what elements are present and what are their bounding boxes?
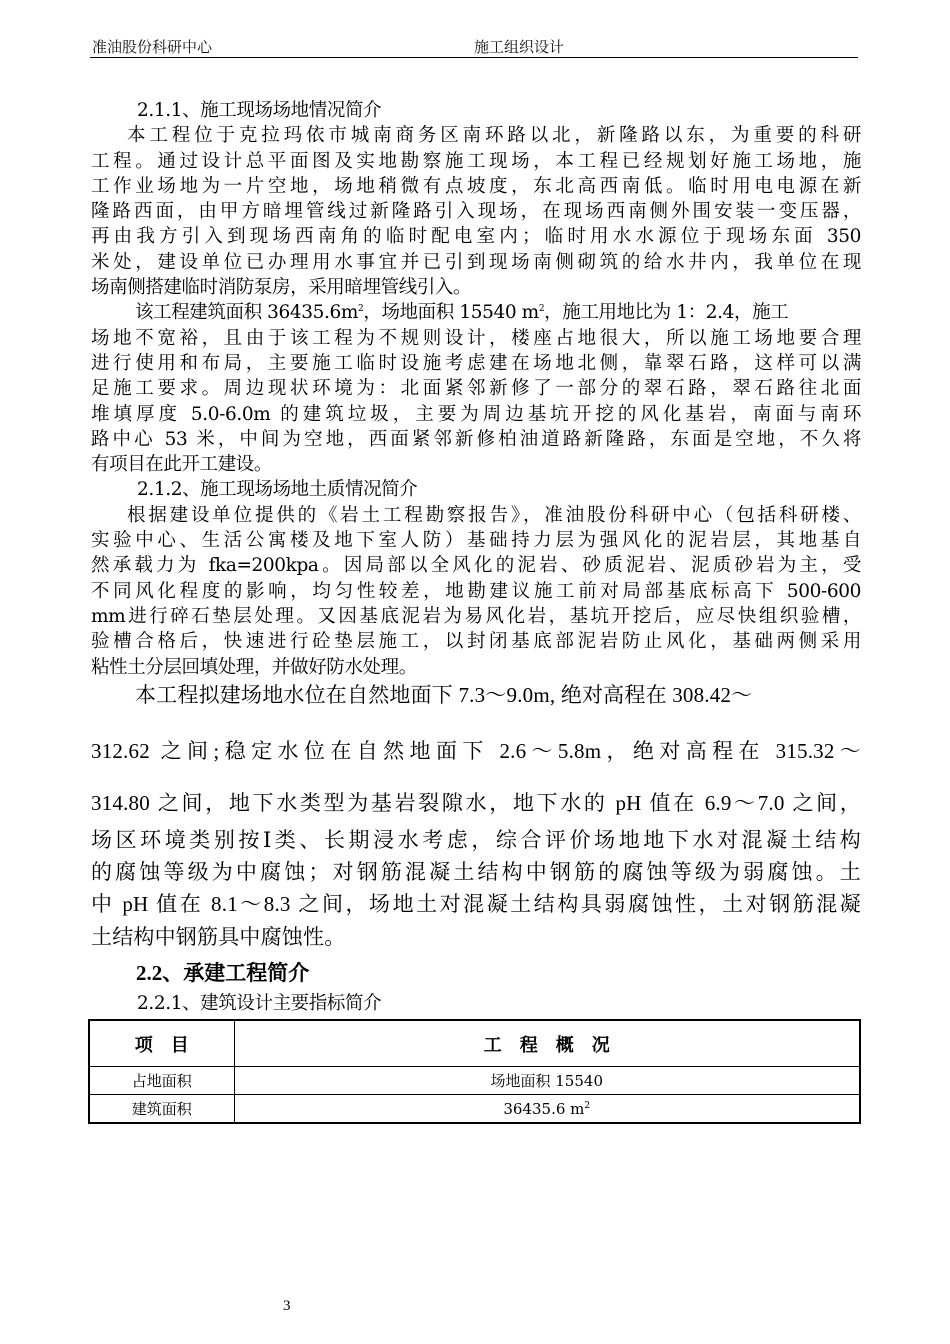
superscript: 2 bbox=[584, 1100, 591, 1111]
table-cell-value: 36435.6 m bbox=[503, 1099, 585, 1118]
paragraph-line: 实验中心、生活公寓楼及地下室人防）基础持力层为强风化的泥岩层，其地基自 bbox=[91, 530, 861, 552]
paragraph-line: 本工程位于克拉玛依市城南商务区南环路以北，新隆路以东，为重要的科研 bbox=[127, 125, 861, 147]
table-header-row bbox=[89, 1020, 860, 1067]
superscript: 2 bbox=[538, 304, 545, 315]
text-segment: ，场地面积 15540 m bbox=[363, 302, 539, 324]
table-cell-item: 建筑面积 bbox=[89, 1095, 234, 1124]
section-22-title: 2.2、承建工程简介 bbox=[136, 960, 310, 985]
paragraph-line bbox=[91, 300, 861, 325]
table-cell-desc: 场地面积 15540 bbox=[234, 1067, 860, 1095]
paragraph-line: 的腐蚀等级为中腐蚀；对钢筋混凝土结构中钢筋的腐蚀等级为弱腐蚀。土 bbox=[91, 859, 861, 884]
document-body bbox=[91, 98, 861, 1016]
paragraph-line: 然承载力为 fka=200kpa。因局部以全风化的泥岩、砂质泥岩、泥质砂岩为主，受 bbox=[91, 555, 861, 577]
paragraph-line: mm进行碎石垫层处理。又因基底泥岩为易风化岩，基坑开挖后，应尽快组织验槽， bbox=[91, 605, 861, 627]
paragraph-line: 粘性土分层回填处理，并做好防水处理。 bbox=[91, 656, 417, 678]
paragraph-line: 场南侧搭建临时消防泵房，采用暗埋管线引入。 bbox=[91, 277, 472, 299]
paragraph-line: 进行使用和布局，主要施工临时设施考虑建在场地北侧，靠翠石路，这样可以满 bbox=[91, 352, 861, 374]
design-indicator-table bbox=[88, 1019, 861, 1124]
header-document-title: 施工组织设计 bbox=[474, 38, 565, 56]
section-211-para2 bbox=[91, 300, 861, 477]
page-number: 3 bbox=[283, 1298, 291, 1314]
paragraph-line: 米处，建设单位已办理用水事宜并已引到现场南侧砌筑的给水井内，我单位在现 bbox=[91, 251, 861, 273]
text-segment: 该工程建筑面积 36435.6m bbox=[135, 302, 359, 324]
section-212-para1 bbox=[91, 503, 861, 680]
table-row bbox=[89, 1067, 860, 1095]
section-212-title: 2.1.2、施工现场场地土质情况简介 bbox=[137, 479, 418, 501]
table-row bbox=[89, 1095, 860, 1124]
header-divider bbox=[90, 57, 858, 58]
paragraph-line: 本工程拟建场地水位在自然地面下 7.3～9.0m, 绝对高程在 308.42～ bbox=[135, 682, 753, 707]
table-header-overview: 工 程 概 况 bbox=[234, 1020, 860, 1067]
text-segment: ，施工用地比为 1：2.4，施工 bbox=[544, 302, 789, 324]
paragraph-line: 土结构中钢筋具中腐蚀性。 bbox=[91, 924, 346, 949]
paragraph-line: 根据建设单位提供的《岩土工程勘察报告》，准油股份科研中心（包括科研楼、 bbox=[127, 504, 861, 526]
paragraph-line: 足施工要求。周边现状环境为：北面紧邻新修了一部分的翠石路，翠石路往北面 bbox=[91, 378, 861, 400]
paragraph-line: 中 pH 值在 8.1～8.3 之间，场地土对混凝土结构具弱腐蚀性，土对钢筋混凝 bbox=[91, 891, 861, 916]
paragraph-line: 隆路西面，由甲方暗埋管线过新隆路引入现场，在现场西南侧外围安装一变压器， bbox=[91, 201, 861, 223]
paragraph-line: 场区环境类别按Ⅰ类、长期浸水考虑，综合评价场地地下水对混凝土结构 bbox=[91, 827, 861, 852]
table-header-item: 项 目 bbox=[89, 1020, 234, 1067]
paragraph-line: 314.80 之间，地下水类型为基岩裂隙水，地下水的 pH 值在 6.9～7.0 之间， bbox=[91, 790, 861, 815]
paragraph-line: 工程。通过设计总平面图及实地勘察施工现场，本工程已经规划好施工场地，施 bbox=[91, 150, 861, 172]
section-211-title: 2.1.1、施工现场场地情况简介 bbox=[137, 100, 382, 121]
section-211-para1 bbox=[91, 123, 861, 300]
paragraph-line: 不同风化程度的影响，均匀性较差，地勘建议施工前对局部基底标高下 500-600 bbox=[91, 580, 861, 602]
paragraph-line: 工作业场地为一片空地，场地稍微有点坡度，东北高西南低。临时用电电源在新 bbox=[91, 175, 861, 197]
header-organization: 准油股份科研中心 bbox=[92, 38, 213, 56]
paragraph-line: 312.62 之间;稳定水位在自然地面下 2.6～5.8m，绝对高程在 315.32～ bbox=[91, 738, 861, 763]
section-221-title: 2.2.1、建筑设计主要指标简介 bbox=[137, 992, 382, 1014]
table-cell-desc bbox=[234, 1095, 860, 1124]
table-cell-item: 占地面积 bbox=[89, 1067, 234, 1095]
section-212-para2 bbox=[91, 680, 861, 955]
superscript: 2 bbox=[358, 304, 364, 315]
paragraph-line: 有项目在此开工建设。 bbox=[91, 454, 273, 476]
paragraph-line: 路中心 53 米，中间为空地，西面紧邻新修柏油道路新隆路，东面是空地，不久将 bbox=[91, 428, 861, 450]
paragraph-line: 堆填厚度 5.0-6.0m 的建筑垃圾，主要为周边基坑开挖的风化基岩，南面与南环 bbox=[91, 403, 861, 425]
paragraph-line: 再由我方引入到现场西南角的临时配电室内；临时用水水源位于现场东面 350 bbox=[91, 226, 861, 248]
paragraph-line: 场地不宽裕，且由于该工程为不规则设计，楼座占地很大，所以施工场地要合理 bbox=[91, 327, 861, 349]
paragraph-line: 验槽合格后，快速进行砼垫层施工，以封闭基底部泥岩防止风化，基础两侧采用 bbox=[91, 631, 861, 653]
